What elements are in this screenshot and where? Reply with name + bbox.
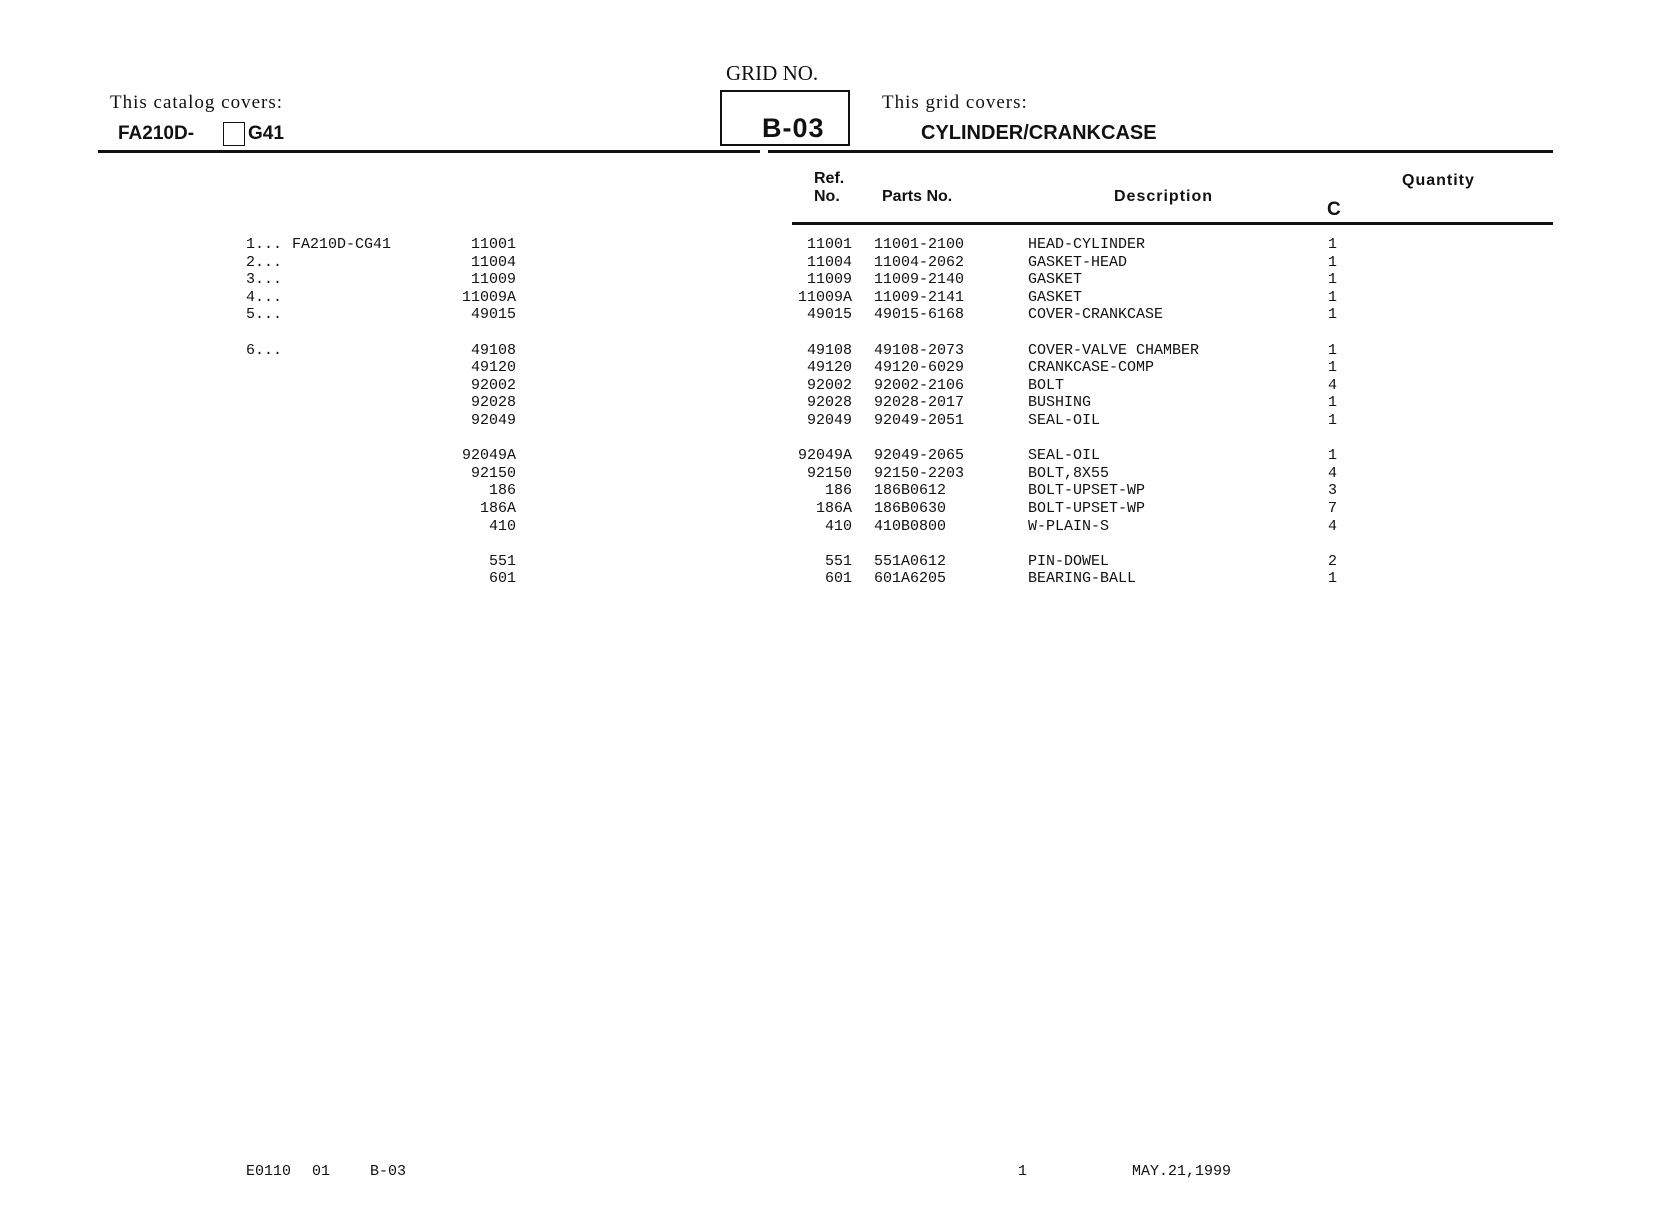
- quantity-cell: 1: [1328, 394, 1338, 412]
- ref-no-cell: 186: [824, 482, 852, 500]
- model-suffix: G41: [248, 123, 284, 144]
- footer-doc-rev: 01: [312, 1163, 331, 1180]
- description-cell: PIN-DOWEL: [1028, 552, 1110, 570]
- header-rule-right: [768, 150, 1553, 153]
- parts-no-cell: 410B0800: [874, 517, 947, 535]
- quantity-cell: 1: [1328, 341, 1338, 359]
- description-cell: COVER-CRANKCASE: [1028, 306, 1164, 324]
- col-ref-label-2: No.: [814, 188, 840, 205]
- parts-no-cell: 11001-2100: [874, 236, 965, 253]
- ref-no-cell: 92028: [806, 394, 852, 412]
- parts-no-cell: 186B0612: [874, 482, 947, 500]
- col-quantity-c-label: C: [1327, 199, 1341, 220]
- description-cell: BUSHING: [1028, 394, 1092, 412]
- quantity-cell: 2: [1328, 552, 1338, 570]
- catalog-covers-label: This catalog covers:: [110, 92, 284, 113]
- description-cell: BEARING-BALL: [1028, 570, 1137, 588]
- description-cell: GASKET: [1028, 288, 1083, 306]
- ref-no-cell: 49015: [806, 306, 852, 324]
- quantity-cell: 1: [1328, 447, 1338, 465]
- index-ref: 92002: [470, 376, 516, 394]
- index-ref: 92049: [470, 412, 516, 429]
- index-ref: 49120: [470, 359, 516, 377]
- col-quantity-label: Quantity: [1402, 172, 1475, 189]
- index-model: FA210D-CG41: [292, 236, 392, 253]
- quantity-cell: 1: [1328, 236, 1338, 253]
- ref-no-cell: 92150: [806, 464, 852, 482]
- col-description-label: Description: [1114, 188, 1214, 205]
- description-cell: W-PLAIN-S: [1028, 517, 1110, 535]
- ref-no-cell: 410: [824, 517, 852, 535]
- quantity-cell: 1: [1328, 271, 1338, 289]
- description-cell: GASKET-HEAD: [1028, 253, 1128, 271]
- parts-no-cell: 92002-2106: [874, 376, 965, 394]
- parts-no-cell: 92049-2051: [874, 412, 965, 429]
- column-header-rule: [792, 222, 1553, 225]
- parts-no-cell: 11004-2062: [874, 253, 965, 271]
- index-ref: 410: [488, 517, 516, 535]
- index-ref: 11009: [470, 271, 516, 289]
- header-rule-left: [98, 150, 760, 153]
- quantity-cell: 3: [1328, 482, 1338, 500]
- ref-no-cell: 11009A: [797, 288, 852, 306]
- model-variant-checkbox: [223, 122, 245, 146]
- index-number: 2...: [246, 253, 283, 271]
- description-cell: SEAL-OIL: [1028, 412, 1101, 429]
- index-ref: 92028: [470, 394, 516, 412]
- footer-page: 1: [1018, 1163, 1028, 1180]
- index-ref: 551: [488, 552, 516, 570]
- index-number: 5...: [246, 306, 283, 324]
- parts-no-cell: 11009-2140: [874, 271, 965, 289]
- parts-no-cell: 92150-2203: [874, 464, 965, 482]
- parts-no-cell: 92049-2065: [874, 447, 965, 465]
- ref-no-cell: 49120: [806, 359, 852, 377]
- quantity-cell: 4: [1328, 517, 1338, 535]
- index-ref: 601: [488, 570, 516, 588]
- index-number: 3...: [246, 271, 283, 289]
- description-cell: COVER-VALVE CHAMBER: [1028, 341, 1200, 359]
- index-ref: 11009A: [461, 288, 516, 306]
- ref-no-cell: 92049: [806, 412, 852, 429]
- quantity-cell: 4: [1328, 464, 1338, 482]
- parts-no-cell: 551A0612: [874, 552, 947, 570]
- ref-no-cell: 11004: [806, 253, 852, 271]
- description-cell: SEAL-OIL: [1028, 447, 1101, 465]
- index-ref: 186A: [479, 500, 516, 517]
- description-cell: HEAD-CYLINDER: [1028, 236, 1146, 253]
- ref-no-cell: 92002: [806, 376, 852, 394]
- description-cell: GASKET: [1028, 271, 1083, 289]
- quantity-cell: 4: [1328, 376, 1338, 394]
- parts-no-cell: 92028-2017: [874, 394, 965, 412]
- description-cell: CRANKCASE-COMP: [1028, 359, 1155, 377]
- ref-no-cell: 92049A: [797, 447, 852, 465]
- footer-doc-code: E0110: [246, 1163, 292, 1180]
- ref-no-cell: 186A: [815, 500, 852, 517]
- footer-grid: B-03: [370, 1163, 407, 1180]
- quantity-cell: 7: [1328, 500, 1338, 517]
- parts-no-cell: 49120-6029: [874, 359, 965, 377]
- ref-no-cell: 49108: [806, 341, 852, 359]
- footer-date: MAY.21,1999: [1132, 1163, 1232, 1180]
- ref-no-cell: 551: [824, 552, 852, 570]
- index-number: 6...: [246, 341, 283, 359]
- index-ref: 186: [488, 482, 516, 500]
- parts-no-cell: 186B0630: [874, 500, 947, 517]
- description-cell: BOLT,8X55: [1028, 464, 1110, 482]
- grid-no-value: B-03: [762, 113, 825, 143]
- description-cell: BOLT-UPSET-WP: [1028, 482, 1146, 500]
- parts-no-cell: 601A6205: [874, 570, 947, 588]
- index-ref: 49015: [470, 306, 516, 324]
- quantity-cell: 1: [1328, 288, 1338, 306]
- grid-covers-label: This grid covers:: [882, 92, 1028, 113]
- col-ref-label-1: Ref.: [814, 170, 845, 187]
- parts-no-cell: 11009-2141: [874, 288, 965, 306]
- description-cell: BOLT: [1028, 376, 1065, 394]
- quantity-cell: 1: [1328, 570, 1338, 588]
- quantity-cell: 1: [1328, 306, 1338, 324]
- quantity-cell: 1: [1328, 359, 1338, 377]
- index-ref: 92049A: [461, 447, 516, 465]
- parts-no-cell: 49015-6168: [874, 306, 965, 324]
- index-ref: 92150: [470, 464, 516, 482]
- ref-no-cell: 601: [824, 570, 852, 588]
- ref-no-cell: 11009: [806, 271, 852, 289]
- model-prefix: FA210D-: [118, 123, 195, 144]
- grid-covers-value: CYLINDER/CRANKCASE: [921, 122, 1157, 144]
- grid-no-label: GRID NO.: [726, 61, 819, 85]
- index-number: 4...: [246, 288, 283, 306]
- index-ref: 11001: [470, 236, 516, 253]
- description-cell: BOLT-UPSET-WP: [1028, 500, 1146, 517]
- col-parts-no-label: Parts No.: [882, 188, 953, 205]
- parts-no-cell: 49108-2073: [874, 341, 965, 359]
- ref-no-cell: 11001: [806, 236, 852, 253]
- quantity-cell: 1: [1328, 253, 1338, 271]
- index-ref: 49108: [470, 341, 516, 359]
- quantity-cell: 1: [1328, 412, 1338, 429]
- index-ref: 11004: [470, 253, 516, 271]
- index-number: 1...: [246, 236, 283, 253]
